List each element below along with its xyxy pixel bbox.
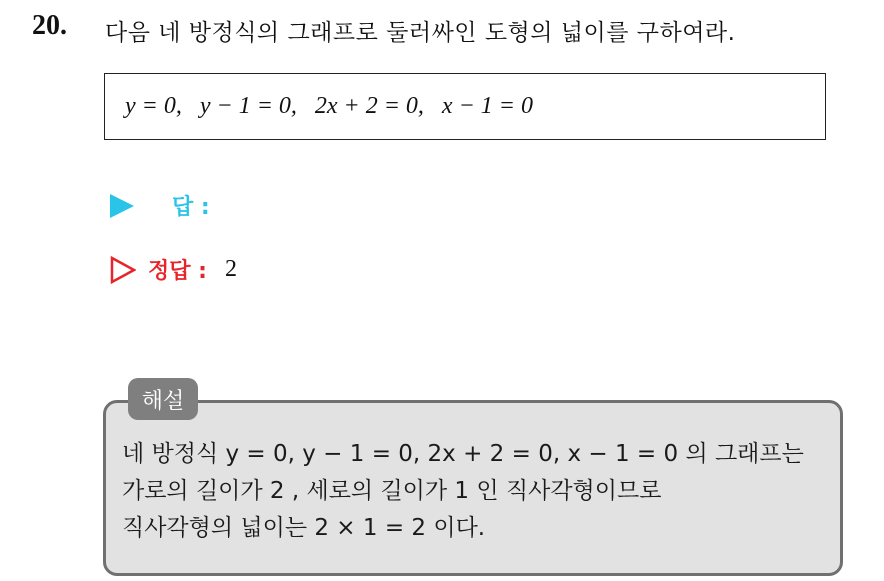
solution-line: 가로의 길이가 2 , 세로의 길이가 1 인 직사각형이므로 — [122, 478, 662, 504]
question-text: 다음 네 방정식의 그래프로 둘러싸인 도형의 넓이를 구하여라. — [105, 20, 736, 46]
solution-tab: 해설 — [128, 378, 198, 420]
equation-box — [104, 73, 826, 140]
correct-answer-label: 정답 : — [148, 259, 207, 284]
question-number: 20. — [32, 10, 67, 41]
play-triangle-icon — [110, 194, 134, 218]
solution-line: 네 방정식 y = 0, y − 1 = 0, 2x + 2 = 0, x − 1 = 0 의 그래프는 — [122, 441, 804, 467]
solution-text — [122, 436, 837, 547]
correct-answer-value: 2 — [224, 256, 237, 282]
answer-label: 답 : — [172, 195, 210, 220]
outline-triangle-icon — [110, 256, 136, 284]
solution-line: 직사각형의 넓이는 2 × 1 = 2 이다. — [122, 515, 486, 541]
correct-answer-row — [110, 254, 237, 285]
equation-list: y = 0, y − 1 = 0, 2x + 2 = 0, x − 1 = 0 — [125, 93, 533, 119]
answer-row — [110, 190, 210, 221]
